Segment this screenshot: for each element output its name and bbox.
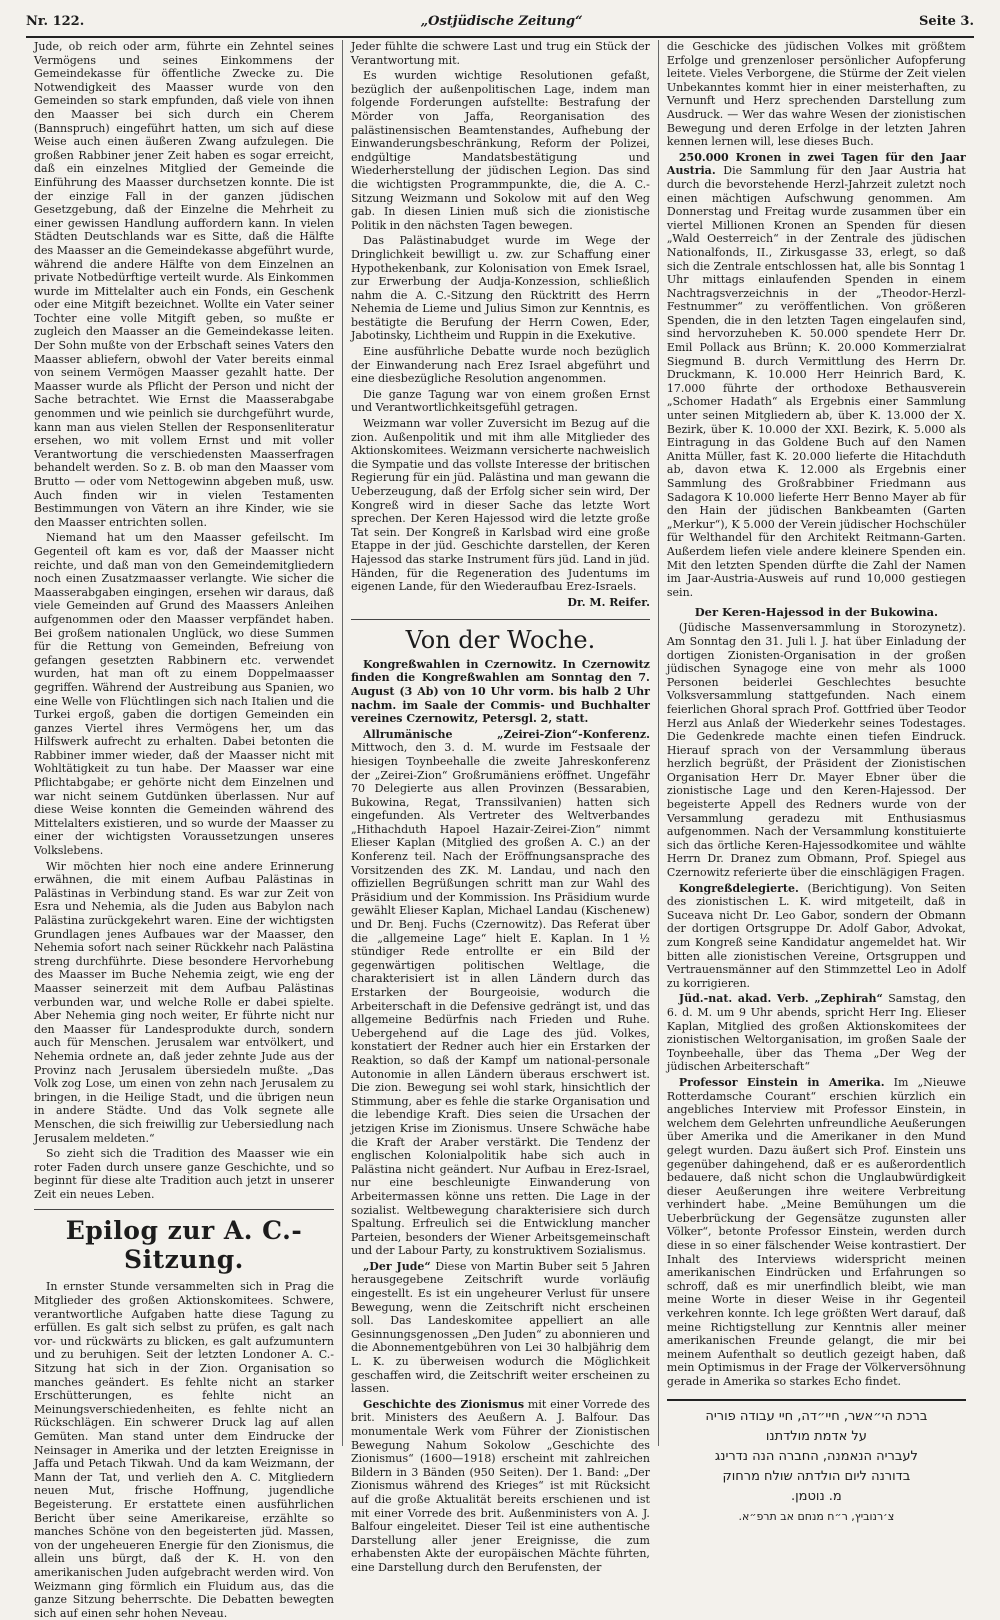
hebrew-line: על אדמת מולדתנו (765, 1428, 867, 1444)
paragraph (667, 1076, 966, 1389)
item-body: mit einer Vorrede des brit. Ministers des Aeußern A. J. Balfour. Das monumentale Werk vom Führer der Zionistischen Bewegung Nahum Sokolow „Geschichte des Zionismus“ (1600—1918) erscheint mit zahlreichen Bildern in 3 Bänden (950 Seiten). Der 1. Band: „Der Zionismus während des Krieges“ ist mit Rücksicht auf die große Aktualität bereits erschienen und ist mit einer Vorrede des brit. Außenministers von A. J. Balfour eingeleitet. Dieser Teil ist eine authentische Darstellung aller jener Ereignisse, die zum erhabensten Akte der europäischen Mächte führten, eine Darstellung durch den Berufensten, der (350, 1397, 650, 1574)
hebrew-greeting (667, 1399, 966, 1527)
hebrew-line: לעבריה הנאמנה, החברה הנה נדרינג (714, 1448, 918, 1464)
newspaper-title: „Ostjüdische Zeitung“ (420, 13, 583, 29)
item-lead: 250.000 Kronen in zwei Tagen für den Jaar Austria. (666, 150, 966, 178)
issue-number: Nr. 122. (26, 13, 85, 29)
paragraph: die Geschicke des jüdischen Volkes mit größtem Erfolge und grenzenloser persönlicher Aufopferung leitete. Vieles Verborgene, die Stürme der Zeit vielen Unbekanntes kommt hier in einer meisterhaften, zu Vernunft und Herz sprechenden Darstellung zum Ausdruck. — Wer das wahre Wesen der zionistischen Bewegung und deren Erfolge in der letzten Jahren kennen lernen will, lese dieses Buch. (666, 40, 966, 149)
columns (26, 40, 974, 1620)
paragraph (667, 992, 966, 1074)
paragraph: Eine ausführliche Debatte wurde noch bezüglich der Einwanderung nach Erez Israel abgeführt und eine diesbezügliche Resolution angenommen. (350, 345, 650, 386)
item-body: Samstag, den 6. d. M. um 9 Uhr abends, spricht Herr Ing. Elieser Kaplan, Mitglied des großen Aktionskomitees der zionistischen Weltorganisation, im großen Saale der Toynbeehalle, über das Thema „Der Weg der jüdischen Arbeiterschaft“ (666, 992, 966, 1074)
column-2 (342, 40, 658, 1574)
item-body: Mittwoch, den 3. d. M. wurde im Festsaale der hiesigen Toynbeehalle die zweite Jahreskonferenz der „Zeirei-Zion“ Großrumäniens eröffnet. Ungefähr 70 Delegierte aus allen Provinzen (Bessarabien, Bukowina, Regat, Transsilvanien) hatten sich eingefunden. Als Vertreter des Weltverbandes „Hithachduth Hapoel Hazair-Zeirei-Zion“ nimmt Elieser Kaplan (Mitglied des großen A. C.) an der Konferenz teil. Nach der Eröffnungsansprache des Vorsitzenden des ZK. M. Landau, und nach den offiziellen Begrüßungen schritt man zur Wahl des Präsidium und der Kommission. Ins Präsidium wurde gewählt Elieser Kaplan, Michael Landau (Kischenew) und Dr. Benj. Fuchs (Czernowitz). Das Referat über die „allgemeine Lage“ hielt E. Kaplan. In 1 ½ stündiger Rede entrollte er ein Bild der gegenwärtigen politischen Weltlage, die charakterisiert ist in allen Ländern durch das Erstarken der Bourgeoisie, wodurch die Arbeiterschaft in die Defensive gedrängt ist, und das allgemeine Bedürfnis nach Frieden und Ruhe. Uebergehend auf die Lage des jüd. Volkes, konstatiert der Redner auch hier ein Erstarken der Reaktion, so daß der Kampf um national-personale Autonomie in allen Ländern überaus erschwert ist. Die zion. Bewegung sei wohl stark, hinsichtlich der Stimmung, aber es fehle die starke Organisation und die lebendige Kraft. Dies seien die Ursachen der jetzigen Krise im Zionismus. Unsere Schwäche habe die Kraft der Araber verstärkt. Die Tendenz der englischen Kolonialpolitik habe sich auch in Palästina nicht geändert. Nur Aufbau in Erez-Israel, nur eine beschleunigte Einwanderung von Arbeitermassen könne uns retten. Die Lage in der sozialist. Weltbewegung charakterisiere sich durch Spaltung. Erfreulich sei die Entwicklung mancher Parteien, besonders der Wiener Arbeitsgemeinschaft und der Labour Party, zu konstruktivem Sozialismus. (350, 741, 650, 1258)
item-body: Diese von Martin Buber seit 5 Jahren herausgegebene Zeitschrift wurde vorläufig eingestellt. Es ist ein ungeheurer Verlust für unsere Bewegung, wenn die Zeitschrift nicht erscheinen soll. Das Landeskomitee appelliert an alle Gesinnungsgenossen „Den Juden“ zu abonnieren und die Abonnementgebühren von Lei 30 halbjährig dem L. K. zu überweisen wodurch die Möglichkeit geschaffen wird, die Zeitschrift weiter erscheinen zu lassen. (350, 1259, 650, 1396)
item-body: Im „Nieuwe Rotterdamsche Courant“ erschien kürzlich ein angebliches Interview mit Professor Einstein, in welchem dem Gelehrten unfreundliche Aeußerungen über Amerika und die Amerikaner in den Mund gelegt wurden. Dazu äußert sich Prof. Einstein uns gegenüber dahingehend, daß er es außerordentlich bedauere, daß nicht schon die Unglaubwürdigkeit dieser Aeußerungen ihre weitere Verbreitung verhindert habe. „Meine Bemühungen um die Ueberbrückung der Gegensätze zugunsten aller Völker“, betonte Professor Einstein, werden durch diese in so einer fälschender Weise kontrastiert. Der Inhalt des Interviews widerspricht meinen amerikanischen Eindrücken und Erfahrungen so schroff, daß es mir unerfindlich bleibt, wie man meine Worte in dieser Weise in ihr Gegenteil verkehren konnte. Ich lege größten Wert darauf, daß meine Richtigstellung zur Kenntnis aller meiner amerikanischen Freunde gelangt, die mir bei meinem Aufenthalt so deutlich gezeigt haben, daß mein Optimismus in der Frage der Völkerversöhnung gerade in Amerika so starkes Echo findet. (666, 1075, 966, 1388)
column-3 (658, 40, 974, 1523)
paragraph: Weizmann war voller Zuversicht im Bezug auf die zion. Außenpolitik und mit ihm alle Mitglieder des Aktionskomitees. Weizmann versicherte nachweislich die Sympatie und das vollste Interesse der britischen Regierung für ein jüd. Palästina und man gewann die Ueberzeugung, daß der Erfolg sicher sein wird, Der Kongreß wird in dieser Sache das letzte Wort sprechen. Der Keren Hajessod wird die letzte große Tat sein. Der Kongreß in Karlsbad wird eine große Etappe in der jüd. Geschichte darstellen, der Keren Hajessod das starke Instrument fürs jüd. Land in jüd. Händen, für die Regeneration des Judentums im eigenen Lande, für den Wiederaufbau Erez-Israels. (350, 417, 650, 594)
item-body: Am Sonntag den 31. Juli l. J. hat über Einladung der dortigen Zionisten-Organisation in der großen jüdischen Synagoge eine von mehr als 1000 Personen beiderlei Geschlechtes besuchte Volksversammlung stattgefunden. Nach einem feierlichen Ghoral sprach Prof. Gottfried über Teodor Herzl aus Anlaß der Wiederkehr seines Todestages. Die Gedenkrede machte einen tiefen Eindruck. Hierauf sprach von der Versammlung überaus herzlich begrüßt, der Präsident der Zionistischen Organisation Herr Dr. Mayer Ebner über die zionistische Lage und den Keren-Hajessod. Der begeisterte Appell des Redners wurde von der Versammlung geradezu mit Enthusiasmus aufgenommen. Nach der Versammlung konstituierte sich das örtliche Keren-Hajessodkomitee und wählte Herrn Dr. Dranez zum Obmann, Prof. Spiegel aus Czernowitz referierte über die einschlägigen Fragen. (666, 634, 966, 880)
paragraph: Wir möchten hier noch eine andere Erinnerung erwähnen, die mit einem Aufbau Palästinas in Palästinas in Verbindung stand. Es war zur Zeit von Esra und Nehemia, als die Juden aus Babylon nach Palästina zurückgekehrt waren. Eine der wichtigsten Grundlagen jenes Aufbaues war der Maasser, den Nehemia sofort nach seiner Rückkehr nach Palästina streng durchführte. Diese besondere Hervorhebung des Maasser im Buche Nehemia zeigt, wie eng der Maasser seinerzeit mit dem Aufbau Palästinas verbunden war, und welche Rolle er dabei spielte. Aber Nehemia ging noch weiter, Er führte nicht nur den Maasser für Landesprodukte durch, sondern auch für Menschen. Jerusalem war entvölkert, und Nehemia ordnete an, daß jeder zehnte Jude aus der Provinz nach Jerusalem übersiedeln mußte. „Das Volk zog Lose, um einen von zehn nach Jerusalem zu bringen, in die Heilige Stadt, und die übrigen neun in andere Städte. Und das Volk segnete alle Menschen, die sich freiwillig zur Uebersiedlung nach Jerusalem meldeten.“ (34, 859, 334, 1145)
hebrew-line: צ׳רנוביץ, ר״ח מנחם אב תרפ״א. (738, 1509, 895, 1523)
item-body: (Berichtigung). Von Seiten des zionistischen L. K. wird mitgeteilt, daß in Suceava nicht Dr. Leo Gabor, sondern der Obmann der dortigen Ortsgruppe Dr. Adolf Gabor, Advokat, zum Kongreß seine Kandidatur angemeldet hat. Wir bitten alle zionistischen Vereine, Ortsgruppen und Vertrauensmänner auf den Stimmzettel Leo in Adolf zu korrigieren. (666, 881, 966, 990)
paragraph (351, 728, 650, 1258)
page-number: Seite 3. (919, 13, 974, 29)
paragraph: Es wurden wichtige Resolutionen gefaßt, bezüglich der außenpolitischen Lage, indem man folgende Forderungen aufstellte: Bestrafung der Mörder von Jaffa, Reorganisation des palästinensischen Beamtenstandes, Aufhebung der Einwanderungsbeschränkung, Reform der Polizei, endgültige Mandatsbestätigung und Wiederherstellung der jüdischen Legion. Das sind die wichtigsten Programmpunkte, die, die A. C.-Sitzung Weizmann und Sokolow mit auf den Weg gab. In diesen Linien muß sich die zionistische Politik in den nächsten Tagen bewegen. (350, 69, 650, 232)
hebrew-line: ברכת הי״אשר, חיי״דה, חיי עבודה פוריה (705, 1408, 928, 1424)
page-header (26, 6, 974, 38)
paragraph: Jeder fühlte die schwere Last und trug ein Stück der Verantwortung mit. (350, 40, 650, 67)
paragraph: So zieht sich die Tradition des Maasser wie ein roter Faden durch unsere ganze Geschichte, und so beginnt für diese alte Tradition auch jetzt in unserer Zeit ein neues Leben. (34, 1147, 334, 1201)
paragraph: Niemand hat um den Maasser gefeilscht. Im Gegenteil oft kam es vor, daß der Maasser nicht reichte, und daß man von den Gemeindemitgliedern noch einen Zusatzmaasser verlangte. Wie sicher die Maasserabgaben eingingen, ersehen wir daraus, daß viele Gemeinden auf Grund des Maassers Anleihen aufgenommen oder den Maasser verpfändet haben. Bei großem nationalen Unglück, wo diese Summen für die Rettung von Gemeinden, Befreiung von gefangen gesetzten Rabbinern etc. verwendet wurden, hat man oft zu einem Doppelmaasser gegriffen. Während der Austreibung aus Spanien, wo eine Welle von Flüchtlingen sich nach Italien und die Turkei ergoß, gaben die dortigen Gemeinden ein ganzes Viertel ihres Vermögens her, um das Hilfswerk aufrecht zu erhalten. Dabei betonten die Rabbiner immer wieder, daß der Maasser nicht mit Wohltätigkeit zu tun habe. Der Maasser war eine Pflichtabgabe; er gehörte nicht dem Einzelnen und war nicht seinem Gutdünken überlassen. Nur auf diese Weise konnten die Gemeinden während des Mittelalters existieren, und so wurde der Maasser zu einer der wichtigsten Voraussetzungen unseres Volkslebens. (34, 531, 334, 858)
column-1 (26, 40, 342, 1620)
item-lead: Geschichte des Zionismus (362, 1397, 525, 1411)
item-lead: „Der Jude“ (362, 1259, 431, 1273)
item-lead: Allrumänische „Zeirei-Zion“-Konferenz. (362, 727, 650, 741)
item-heading: Der Keren-Hajessod in der Bukowina. (694, 605, 939, 620)
paragraph (351, 1398, 650, 1575)
item-lead: Professor Einstein in Amerika. (678, 1075, 885, 1089)
item-body: Die Sammlung für den Jaar Austria hat durch die bevorstehende Herzl-Jahrzeit zuletzt noch einen mächtigen Aufschwung genommen. Am Donnerstag und Freitag wurde zusammen über ein viertel Millionen Kronen an Spenden für diesen „Wald Oesterreich“ in der Zentrale des jüdischen Nationalfonds, II., Zirkusgasse 33, erlegt, so daß sich die Zentrale entschlossen hat, alle bis Sonntag 1 Uhr mittags einlaufenden Spenden in einem Nachtragsverzeichnis in der „Theodor-Herzl-Festnummer“ zu veröffentlichen. Von größeren Spenden, die in den letzten Tagen eingelaufen sind, sind hervorzuheben K. 50.000 spendete Herr Dr. Emil Pollack aus Brünn; K. 20.000 Kommerzialrat Siegmund B. durch Vermittlung des Herrn Dr. Druckmann, K. 10.000 Herr Heinrich Bard, K. 17.000 führte der orthodoxe Bethausverein „Schomer Hadath“ als Ergebnis einer Sammlung unter seinen Mitgliedern ab, über K. 13.000 der X. Bezirk, über K. 10.000 der XXI. Bezirk, K. 5.000 als Eintragung in das Goldene Buch auf den Namen Anitta Müller, fast K. 20.000 lieferte die Hitachduth ab, davon etwa K. 12.000 als Ergebnis einer Sammlung des Großrabbiner Friedmann aus Sadagora K 10.000 lieferte Herr Benno Mayer ab für den Hain der jüdischen Bankbeamten (Garten „Merkur“), K 5.000 der Verein jüdischer Hochschüler für Welthandel für den Architekt Reitmann-Garten. Außerdem liefen viele andere kleinere Spenden ein. Mit den letzten Spenden dürfte die Zahl der Namen im Jaar-Austria-Ausweis auf rund 10,000 gestiegen sein. (666, 164, 966, 599)
paragraph (667, 151, 966, 600)
hebrew-line: מ. נוטמן. (790, 1488, 842, 1504)
author-signature: Dr. M. Reifer. (567, 595, 650, 609)
item-lead: (Jüdische Massenversammlung in Storozynetz). (678, 621, 966, 635)
paragraph: Die ganze Tagung war von einem großen Ernst und Verantwortlichkeitsgefühl getragen. (350, 387, 650, 415)
paragraph: Das Palästinabudget wurde im Wege der Dringlichkeit bewilligt u. zw. zur Schaffung einer Hypothekenbank, zur Kolonisation von Emek Israel, zur Erwerbung der Audja-Konzession, schließlich nahm die A. C.-Sitzung den Rücktritt des Herrn Nehemia de Lieme und Julius Simon zur Kenntnis, es bestätigte die Berufung der Herrn Cowen, Eder, Jabotinsky, Lichtheim und Ruppin in die Exekutive. (350, 234, 650, 343)
paragraph: In ernster Stunde versammelten sich in Prag die Mitglieder des großen Aktionskomitees. Schwere, verantwortliche Aufgaben hatte diese Tagung zu erfüllen. Es galt sich selbst zu prüfen, es galt nach vor- und rückwärts zu blicken, es galt aufzumuntern und zu beruhigen. Seit der letzten Londoner A. C.-Sitzung hat sich in der Zion. Organisation so manches geändert. Es fehlte nicht an starker Erschütterungen, es fehlte nicht an Meinungsverschiedenheiten, es fehlte nicht an Rückschlägen. Ein schwerer Druck lag auf allen Gemüten. Man stand unter dem Eindrucke der Neinsager in Amerika und der letzten Ereignisse in Jaffa und Petach Tikwah. Und da kam Weizmann, der Mann der Tat, und verlieh den A. C. Mitgliedern neuen Mut, frische Hoffnung, jugendliche Begeisterung. Er erstattete einen ausführlichen Bericht über seine Amerikareise, erzählte so manches Schöne von den begeisterten jüd. Massen, von der ungeheueren Energie für den Zionismus, die allein uns bürgt, daß der K. H. von den amerikanischen Juden aufgebracht werden wird. Von Weizmann ging förmlich ein Fluidum aus, das die ganze Sitzung beherrschte. Die Debatten bewegten sich auf einen sehr hohen Neveau. (34, 1280, 334, 1620)
article-heading-epilog: Epilog zur A. C.-Sitzung. (34, 1209, 334, 1274)
paragraph: Jude, ob reich oder arm, führte ein Zehntel seines Vermögens und seines Einkommens der Gemeindekasse für öffentliche Zwecke zu. Die Notwendigkeit des Maasser wurde von den Gemeinden so stark empfunden, daß viele von ihnen den Maasser bei sich durch ein Cherem (Bannspruch) eingeführt hatten, um sich auf diese Weise auch einen äußeren Zwang aufzulegen. Die großen Rabbiner jener Zeit haben es sogar erreicht, daß ein einzelnes Mitglied der Gemeinde die Einführung des Maasser durchsetzen konnte. Die ist der einzige Fall in der ganzen jüdischen Gesetzgebung, daß der Einzelne die Mehrheit zu einer gewissen Handlung auffordern kann. In vielen Städten Deutschlands war es Sitte, daß die Hälfte des Maasser an die Gemeindekasse abgeführt wurde, während die andere Hälfte von dem Einzelnen an private Notbedürftige verteilt wurde. Als Einkommen wurde im Mittelalter auch ein Fonds, ein Geschenk oder eine Mitgift bezeichnet. Wollte ein Vater seiner Tochter eine volle Mitgift geben, so mußte er zugleich den Maasser an die Gemeindekasse leiten. Der Sohn mußte von der Erbschaft seines Vaters den Maasser abliefern, obwohl der Vater bereits einmal von seinem Vermögen Maasser gezahlt hatte. Der Maasser wurde als Pflicht der Person und nicht der Sache betrachtet. Wie Ernst die Maasserabgabe genommen und wie peinlich sie durchgeführt wurde, kann man aus vielen Stellen der Responsenliteratur ersehen, wo mit vollem Ernst und mit voller Verantwortung die verschiedensten Maasserfragen behandelt werden. So z. B. ob man den Maasser vom Brutto — oder vom Nettogewinn abgeben muß, usw. Auch finden wir in vielen Testamenten Bestimmungen von Vätern an ihre Kinder, wie sie den Maasser entrichten sollen. (34, 40, 334, 529)
paragraph (667, 882, 966, 991)
section-heading-woche: Von der Woche. (351, 619, 650, 654)
hebrew-line: בדורנה ליום הולדתה שולח מרחוק (722, 1468, 911, 1484)
item-lead: Jüd.-nat. akad. Verb. „Zephirah“ (678, 992, 883, 1006)
paragraph: Kongreßwahlen in Czernowitz. In Czernowitz finden die Kongreßwahlen am Sonntag den 7. August (3 Ab) von 10 Uhr vorm. bis halb 2 Uhr nachm. im Saale der Commis- und Buchhalter vereines Czernowitz, Petersgl. 2, statt. (350, 657, 650, 726)
paragraph (351, 1260, 650, 1396)
paragraph (667, 621, 966, 879)
item-lead: Kongreßdelegierte. (678, 881, 799, 895)
